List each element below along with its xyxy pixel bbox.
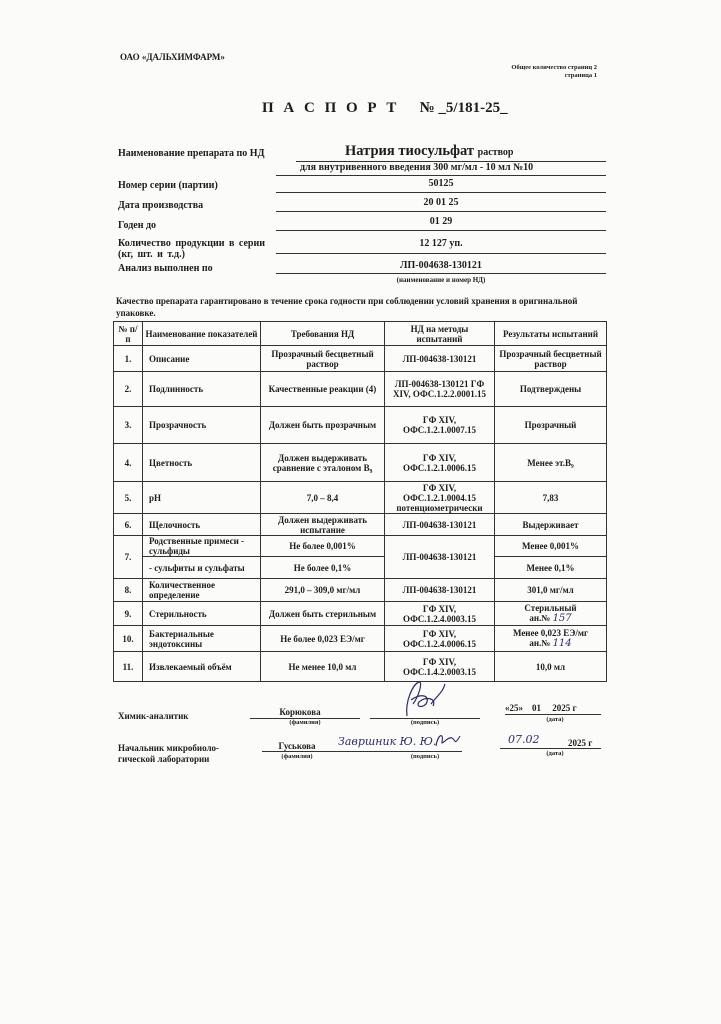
row-name: Извлекаемый объём	[143, 652, 261, 682]
row-req: Не менее 10,0 мл	[261, 652, 385, 682]
table-header	[114, 322, 607, 346]
row-result: 301,0 мг/мл	[495, 579, 607, 602]
row-req: Должен выдерживать сравнение с эталоном B₉	[261, 444, 385, 482]
date-value: 20 01 25	[423, 197, 459, 208]
analysis-caption: (наименование и номер НД)	[396, 276, 486, 284]
header-req: Требования НД	[261, 322, 385, 346]
total-pages: Общее количество страниц 2	[511, 64, 597, 71]
qty-label	[118, 238, 265, 260]
row-name: Прозрачность	[143, 407, 261, 444]
head-label	[118, 743, 219, 765]
row-num: 6.	[114, 514, 143, 536]
table-row	[114, 652, 607, 682]
head-surname-caption: (фамилия)	[281, 753, 313, 760]
row-req: Должен быть прозрачным	[261, 407, 385, 444]
quality-statement: Качество препарата гарантировано в течение срока годности при соблюдении условий хранения в оригинальной упаковке.	[116, 296, 578, 318]
header-num: № п/п	[114, 322, 143, 346]
test-results-table	[113, 321, 607, 682]
company-name: ОАО «ДАЛЬХИМФАРМ»	[120, 52, 225, 62]
head-handwritten-name: Завршник Ю. Ю.	[338, 735, 437, 748]
analysis-label: Анализ выполнен по	[118, 263, 213, 274]
row-method: ЛП-004638-130121	[385, 579, 495, 602]
table-row	[114, 482, 607, 514]
row-method: ГФ XIV, ОФС.1.4.2.0003.15	[385, 652, 495, 682]
table-row	[114, 602, 607, 626]
qty-label-line2: (кг, шт. и т.д.)	[118, 249, 185, 260]
analysis-value: ЛП-004638-130121	[400, 260, 482, 271]
row-result	[495, 626, 607, 652]
row-name: Бактериальные эндотоксины	[143, 626, 261, 652]
row-method: ЛП-004638-130121	[385, 514, 495, 536]
row-result: 10,0 мл	[495, 652, 607, 682]
row-req: Должен быть стерильным	[261, 602, 385, 626]
row-result: 7,83	[495, 482, 607, 514]
drug-description: для внутривенного введения 300 мг/мл - 10 мл №10	[300, 162, 534, 173]
analysis-number	[497, 638, 604, 649]
drug-label: Наименование препарата по НД	[118, 148, 265, 159]
qty-line	[276, 253, 606, 254]
head-signature-caption: (подпись)	[410, 753, 440, 760]
head-handwritten-date: 07.02	[508, 733, 540, 746]
row-result: Менее эт.B₉	[495, 444, 607, 482]
row-name: Цветность	[143, 444, 261, 482]
row-name: Стерильность	[143, 602, 261, 626]
chemist-date-caption: (дата)	[546, 716, 564, 723]
table-row	[114, 407, 607, 444]
header-method: НД на методы испытаний	[385, 322, 495, 346]
head-label-line2: гической лаборатории	[118, 754, 210, 764]
row-num: 1.	[114, 346, 143, 372]
head-name: Гуськова	[278, 741, 316, 751]
expiry-line	[276, 230, 606, 231]
table-row	[114, 579, 607, 602]
result-text: Менее 0,023 ЕЭ/мг	[512, 628, 589, 638]
handwritten-analysis-number: 114	[552, 638, 572, 649]
row-method: ГФ XIV, ОФС.1.2.4.0006.15	[385, 626, 495, 652]
row-result	[495, 602, 607, 626]
header-result: Результаты испытаний	[495, 322, 607, 346]
row-num: 11.	[114, 652, 143, 682]
handwritten-analysis-number: 157	[552, 613, 572, 624]
chemist-surname-caption: (фамилия)	[289, 719, 321, 726]
page-number: страница 1	[564, 72, 597, 79]
series-line	[276, 192, 606, 193]
row-result: Прозрачный	[495, 407, 607, 444]
chemist-signature-caption: (подпись)	[410, 719, 440, 726]
drug-name-line	[345, 143, 513, 160]
row-name: Щелочность	[143, 514, 261, 536]
result-text: Стерильный	[524, 603, 577, 613]
table-row	[114, 346, 607, 372]
table-row	[114, 536, 607, 557]
row-method: ЛП-004638-130121 ГФ XIV, ОФС.1.2.2.0001.15	[385, 372, 495, 407]
row-result: Менее 0,1%	[495, 557, 607, 579]
row-req: Не более 0,001%	[261, 536, 385, 557]
passport-title	[262, 100, 508, 117]
chemist-date-line	[505, 714, 601, 715]
row-result: Менее 0,001%	[495, 536, 607, 557]
row-req: 291,0 – 309,0 мг/мл	[261, 579, 385, 602]
drug-name: Натрия тиосульфат	[345, 143, 475, 159]
table-row	[114, 626, 607, 652]
row-method: ГФ XIV, ОФС.1.2.1.0004.15 потенциометрически	[385, 482, 495, 514]
row-result: Выдерживает	[495, 514, 607, 536]
drug-form: раствор	[477, 147, 514, 158]
row-result: Подтверждены	[495, 372, 607, 407]
row-req: Не более 0,1%	[261, 557, 385, 579]
row-name: Количественное определение	[143, 579, 261, 602]
row-req: Должен выдерживать испытание	[261, 514, 385, 536]
row-req: Прозрачный бесцветный раствор	[261, 346, 385, 372]
row-method: ЛП-004638-130121	[385, 346, 495, 372]
chemist-date-year: 2025 г	[552, 703, 577, 713]
table-row	[114, 444, 607, 482]
series-value: 50125	[428, 178, 454, 189]
analysis-line	[276, 273, 606, 274]
series-label: Номер серии (партии)	[118, 180, 218, 191]
table-row	[114, 557, 607, 579]
expiry-label: Годен до	[118, 220, 157, 231]
head-line	[262, 751, 462, 752]
qty-label-line1: Количество продукции в серии	[118, 238, 266, 249]
row-num: 3.	[114, 407, 143, 444]
head-date-line	[500, 748, 601, 749]
row-result: Прозрачный бесцветный раствор	[495, 346, 607, 372]
chemist-label: Химик-аналитик	[118, 711, 189, 721]
row-num: 2.	[114, 372, 143, 407]
row-name: Описание	[143, 346, 261, 372]
chemist-date-day: «25»	[505, 703, 523, 713]
drug-desc-line	[276, 175, 606, 176]
head-label-line1: Начальник микробиоло-	[118, 743, 220, 753]
row-num: 9.	[114, 602, 143, 626]
passport-number: № _5/181-25_	[419, 100, 508, 116]
date-label: Дата производства	[118, 200, 204, 211]
chemist-date	[505, 703, 577, 713]
row-num: 5.	[114, 482, 143, 514]
analysis-number	[497, 613, 604, 624]
row-req: 7,0 – 8,4	[261, 482, 385, 514]
head-date-year: 2025 г	[568, 738, 593, 748]
row-num: 10.	[114, 626, 143, 652]
header-name: Наименование показателей	[143, 322, 261, 346]
table-row	[114, 514, 607, 536]
row-name: - сульфиты и сульфаты	[143, 557, 261, 579]
row-name: pH	[143, 482, 261, 514]
row-method: ЛП-004638-130121	[385, 536, 495, 579]
row-num: 7.	[114, 536, 143, 579]
chemist-date-month: 01	[532, 703, 541, 713]
row-name: Подлинность	[143, 372, 261, 407]
page-info	[511, 64, 597, 80]
row-req: Не более 0,023 ЕЭ/мг	[261, 626, 385, 652]
head-signature	[432, 730, 462, 750]
expiry-value: 01 29	[429, 216, 453, 227]
chemist-signature	[385, 676, 455, 721]
date-line	[276, 211, 606, 212]
row-name: Родственные примеси - сульфиды	[143, 536, 261, 557]
analysis-no-label: ан.№	[529, 613, 551, 623]
head-date-caption: (дата)	[546, 750, 564, 757]
chemist-name: Корюкова	[279, 707, 321, 717]
table-row	[114, 372, 607, 407]
title-label: П А С П О Р Т	[262, 100, 400, 116]
row-num: 4.	[114, 444, 143, 482]
qty-value: 12 127 уп.	[419, 238, 463, 249]
row-method: ГФ XIV, ОФС.1.2.1.0006.15	[385, 444, 495, 482]
row-method: ГФ XIV, ОФС.1.2.4.0003.15	[385, 602, 495, 626]
row-req: Качественные реакции (4)	[261, 372, 385, 407]
row-num: 8.	[114, 579, 143, 602]
row-method: ГФ XIV, ОФС.1.2.1.0007.15	[385, 407, 495, 444]
analysis-no-label: ан.№	[529, 638, 551, 648]
